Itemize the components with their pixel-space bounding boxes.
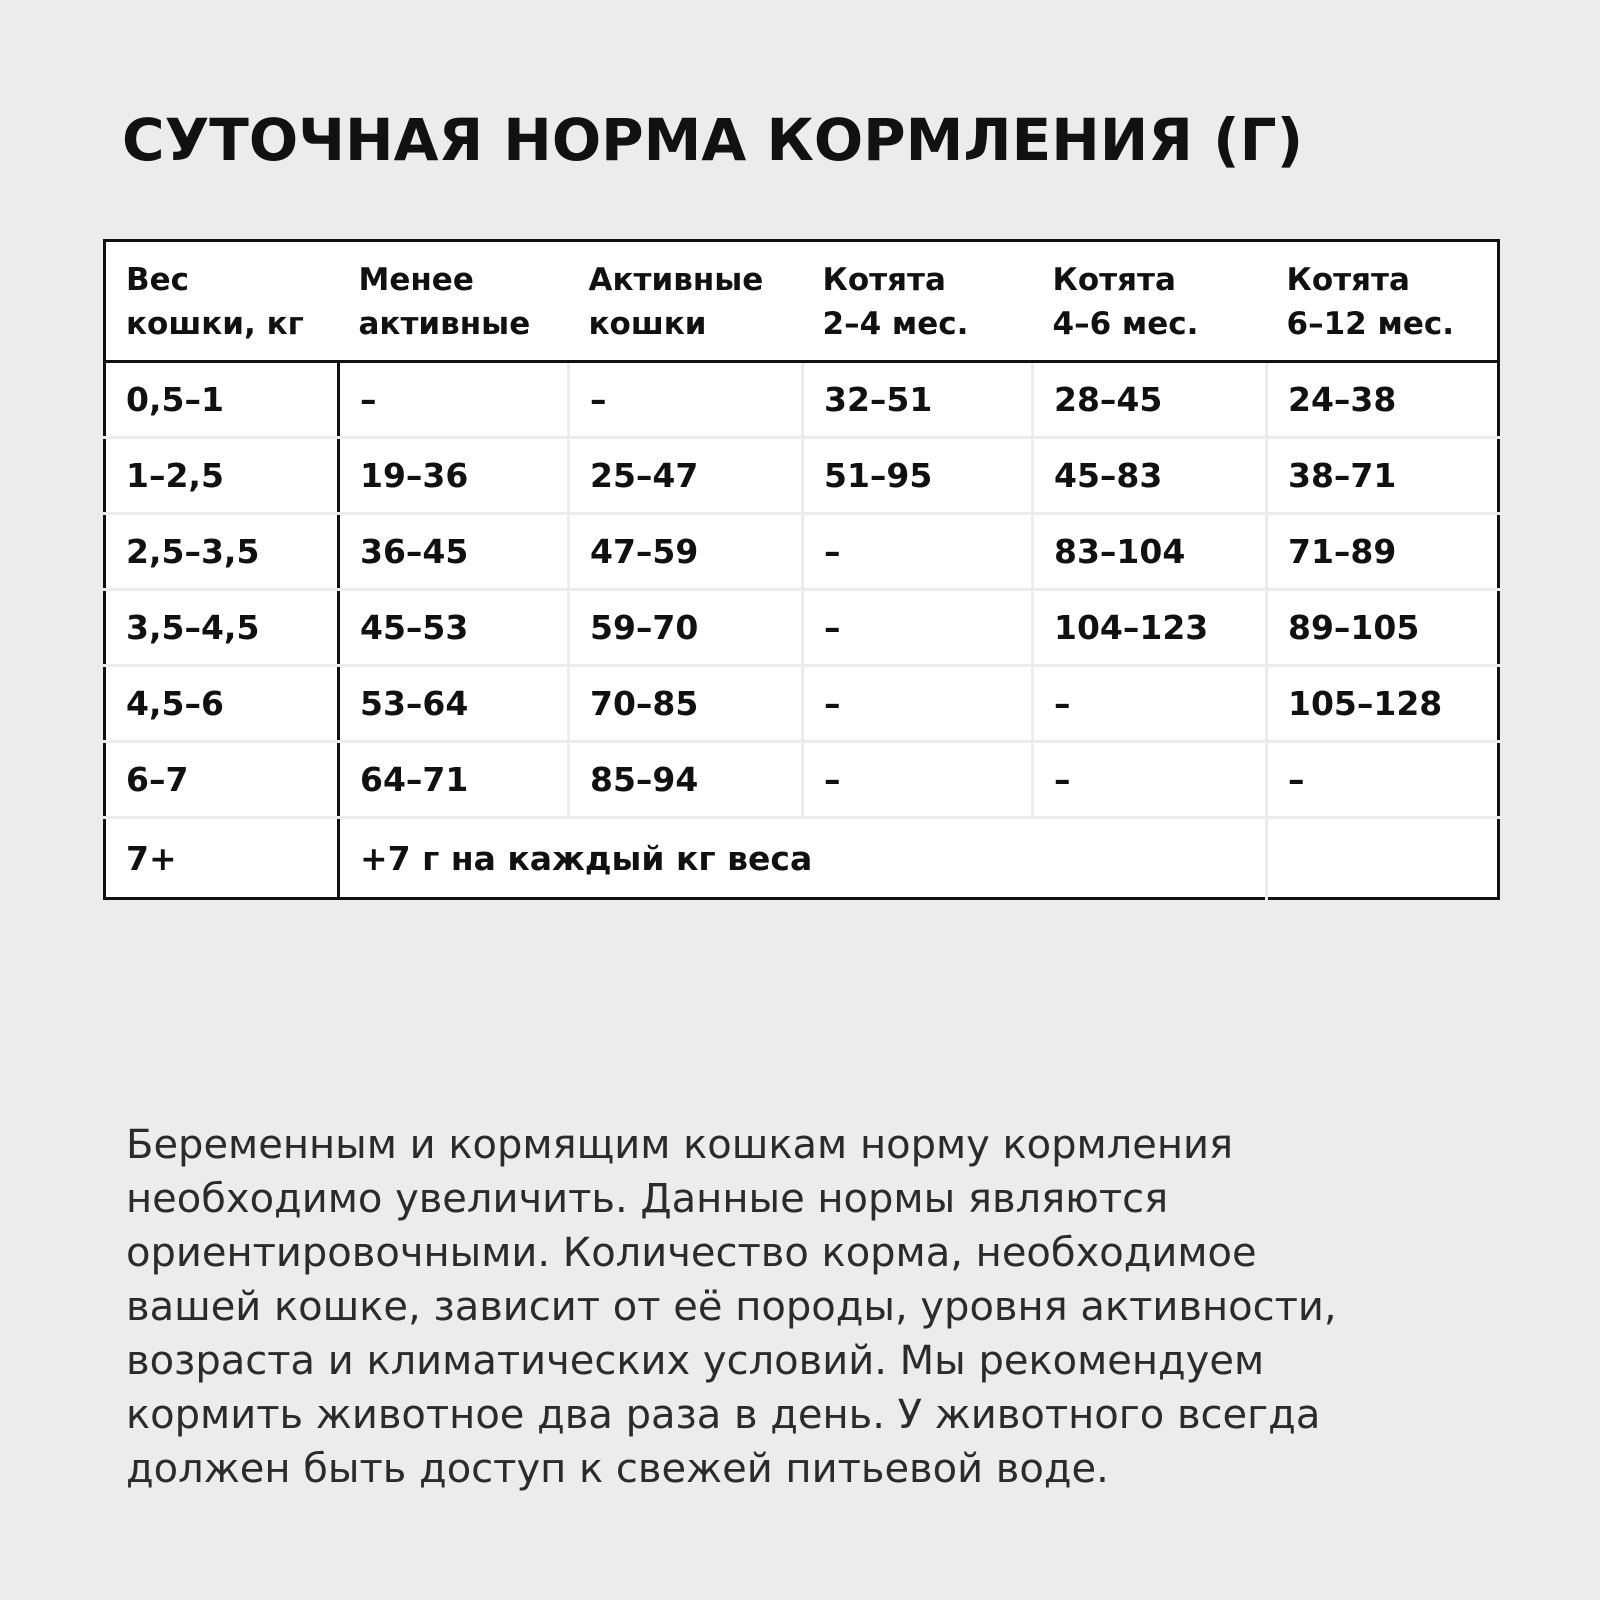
table-row [105,438,1499,514]
table-header-row [105,241,1499,362]
table-cell: – [803,590,1033,666]
header-line: Вес [126,262,190,298]
table-row [105,666,1499,742]
header-line: Котята [1052,262,1176,298]
table-cell: – [1267,742,1499,818]
table-cell: 47–59 [569,514,803,590]
header-less-active [339,241,569,362]
header-line: 2–4 мес. [822,306,969,342]
table-cell: 85–94 [569,742,803,818]
footnote-paragraph [126,1118,1526,1496]
page-title: СУТОЧНАЯ НОРМА КОРМЛЕНИЯ (Г) [122,106,1304,174]
table-cell: 104–123 [1033,590,1267,666]
header-weight [105,241,339,362]
table-cell: – [1033,742,1267,818]
table-cell-empty [1267,818,1499,899]
header-line: Активные [588,262,764,298]
header-line: 4–6 мес. [1052,306,1199,342]
table-cell: 32–51 [803,362,1033,438]
footnote-line: ориентировочными. Количество корма, необходимое [126,1230,1257,1276]
table-row [105,514,1499,590]
header-line: Котята [1286,262,1410,298]
header-line: кошки [588,306,707,342]
header-line: активные [358,306,531,342]
table-cell-note: +7 г на каждый кг веса [339,818,1267,899]
footnote-line: должен быть доступ к свежей питьевой воде. [126,1446,1109,1492]
header-line: 6–12 мес. [1286,306,1455,342]
table-cell: – [339,362,569,438]
table-cell: 45–83 [1033,438,1267,514]
table-row [105,590,1499,666]
table-cell: 59–70 [569,590,803,666]
footnote-line: необходимо увеличить. Данные нормы являются [126,1176,1169,1222]
table-cell: 36–45 [339,514,569,590]
header-kittens-2-4 [803,241,1033,362]
footnote-line: Беременным и кормящим кошкам норму кормления [126,1122,1234,1168]
table-cell: 89–105 [1267,590,1499,666]
table-cell: 51–95 [803,438,1033,514]
table-cell: 38–71 [1267,438,1499,514]
header-line: Котята [822,262,946,298]
table-cell: 24–38 [1267,362,1499,438]
table-cell-weight: 4,5–6 [105,666,339,742]
footnote-line: кормить животное два раза в день. У животного всегда [126,1392,1321,1438]
table-row [105,742,1499,818]
table-cell: 25–47 [569,438,803,514]
table-cell: 71–89 [1267,514,1499,590]
table-cell: 28–45 [1033,362,1267,438]
table-cell-weight: 1–2,5 [105,438,339,514]
footnote-line: вашей кошке, зависит от её породы, уровня активности, [126,1284,1337,1330]
header-active [569,241,803,362]
header-kittens-6-12 [1267,241,1499,362]
table-cell: 64–71 [339,742,569,818]
table-cell: – [803,742,1033,818]
table-row [105,362,1499,438]
table-row-7-plus [105,818,1499,899]
table-cell: 19–36 [339,438,569,514]
table-cell-weight: 6–7 [105,742,339,818]
footnote-line: возраста и климатических условий. Мы рекомендуем [126,1338,1265,1384]
table-cell: 45–53 [339,590,569,666]
table-cell-weight: 7+ [105,818,339,899]
table-cell: 105–128 [1267,666,1499,742]
header-line: Менее [358,262,474,298]
table-cell: – [803,514,1033,590]
table-cell: 53–64 [339,666,569,742]
table-cell: 70–85 [569,666,803,742]
header-kittens-4-6 [1033,241,1267,362]
feeding-norm-table [103,239,1500,900]
table-cell-weight: 0,5–1 [105,362,339,438]
header-line: кошки, кг [126,306,304,342]
table-cell: – [1033,666,1267,742]
table-cell: – [569,362,803,438]
table-cell: 83–104 [1033,514,1267,590]
table-cell-weight: 3,5–4,5 [105,590,339,666]
table-cell-weight: 2,5–3,5 [105,514,339,590]
table-cell: – [803,666,1033,742]
